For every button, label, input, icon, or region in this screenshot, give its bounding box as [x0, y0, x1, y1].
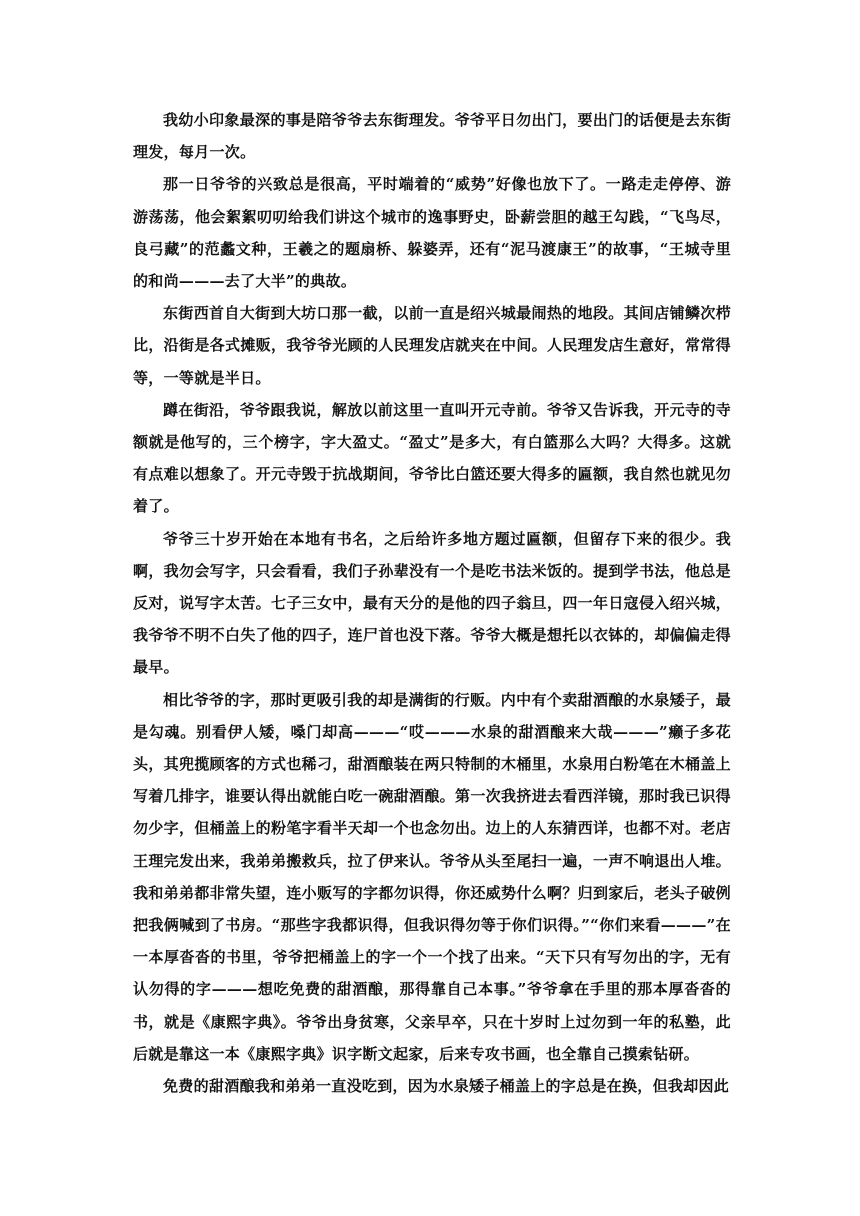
- paragraph-2: 那一日爷爷的兴致总是很高，平时端着的“威势”好像也放下了。一路走走停停、游游荡荡，他会絮絮叨叨给我们讲这个城市的逸事野史，卧薪尝胆的越王勾践，“飞鸟尽，良弓藏”的范蠡文种，王羲之的题扇桥、躲婆弄，还有“泥马渡康王”的故事，“王城寺里的和尚———去了大半”的典故。: [133, 175, 731, 291]
- paragraph-6: 相比爷爷的字，那时更吸引我的却是满街的行贩。内中有个卖甜酒酿的水泉矮子，最是勾魂。别看伊人矮，嗓门却高———“哎———水泉的甜酒酿来大哉———”癞子多花头，其兜揽顾客的方式也稀刁，甜酒酿装在两只特制的木桶里，水泉用白粉笔在木桶盖上写着几排字，谁要认得出就能白吃一碗甜酒酿。第一次我挤进去看西洋镜，那时我已识得勿少字，但桶盖上的粉笔字看半天却一个也念勿出。边上的人东猜西详，也都不对。老店王理完发出来，我弟弟搬救兵，拉了伊来认。爷爷从头至尾扫一遍，一声不响退出人堆。我和弟弟都非常失望，连小贩写的字都勿识得，你还威势什么啊？归到家后，老头子破例把我俩喊到了书房。“那些字我都识得，但我识得勿等于你们识得。”“你们来看———”在一本厚沓沓的书里，爷爷把桶盖上的字一个一个找了出来。“天下只有写勿出的字，无有认勿得的字———想吃免费的甜酒酿，那得靠自己本事。”爷爷拿在手里的那本厚沓沓的书，就是《康熙字典》。爷爷出身贫寒，父亲早卒，只在十岁时上过勿到一年的私塾，此后就是靠这一本《康熙字典》识字断文起家，后来专攻书画，也全靠自己摸索钻研。: [133, 690, 731, 1063]
- paragraph-5: 爷爷三十岁开始在本地有书名，之后给许多地方题过匾额，但留存下来的很少。我啊，我勿会写字，只会看看，我们子孙辈没有一个是吃书法米饭的。提到学书法，他总是反对，说写字太苦。七子三女中，最有天分的是他的四子翁旦，四一年日寇侵入绍兴城，我爷爷不明不白失了他的四子，连尸首也没下落。爷爷大概是想托以衣钵的，却偏偏走得最早。: [133, 529, 731, 677]
- document-body: [133, 104, 731, 1102]
- paragraph-3: 东街西首自大街到大坊口那一截，以前一直是绍兴城最闹热的地段。其间店铺鳞次栉比，沿街是各式摊贩，我爷爷光顾的人民理发店就夹在中间。人民理发店生意好，常常得等，一等就是半日。: [133, 304, 731, 387]
- paragraph-7: 免费的甜酒酿我和弟弟一直没吃到，因为水泉矮子桶盖上的字总是在换，但我却因此: [163, 1077, 730, 1096]
- paragraph-1: 我幼小印象最深的事是陪爷爷去东街理发。爷爷平日勿出门，要出门的话便是去东街理发，每月一次。: [133, 111, 731, 162]
- paragraph-4: 蹲在街沿，爷爷跟我说，解放以前这里一直叫开元寺前。爷爷又告诉我，开元寺的寺额就是他写的，三个榜字，字大盈丈。“盈丈”是多大，有白篮那么大吗？大得多。这就有点难以想象了。开元寺毁于抗战期间，爷爷比白篮还要大得多的匾额，我自然也就见勿着了。: [133, 400, 731, 516]
